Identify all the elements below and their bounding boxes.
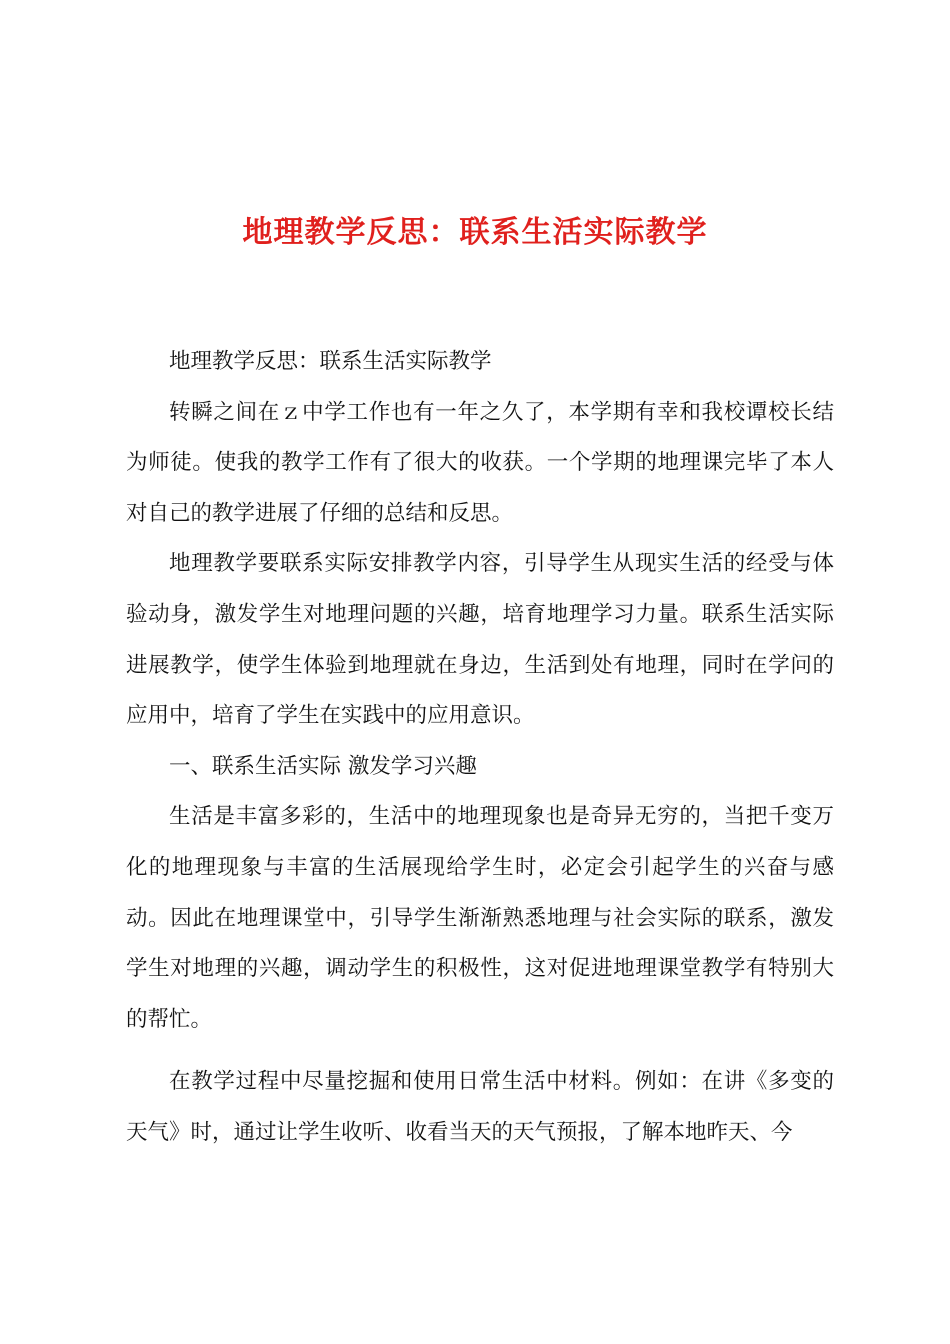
document-title: 地理教学反思：联系生活实际教学 — [242, 215, 708, 250]
paragraph-subtitle: 地理教学反思：联系生活实际教学 — [169, 349, 492, 374]
paragraph-example: 在教学过程中尽量挖掘和使用日常生活中材料。例如：在讲《多变的天气》时，通过让学生收听、收看当天的天气预报，了解本地昨天、今 — [126, 1069, 834, 1145]
paragraph-principle: 地理教学要联系实际安排教学内容，引导学生从现实生活的经受与体验动身，激发学生对地理问题的兴趣，培育地理学习力量。联系生活实际进展教学，使学生体验到地理就在身边，生活到处有地理，同时在学问的应用中，培育了学生在实践中的应用意识。 — [126, 551, 834, 729]
paragraph-intro: 转瞬之间在ｚ中学工作也有一年之久了，本学期有幸和我校谭校长结为师徒。使我的教学工作有了很大的收获。一个学期的地理课完毕了本人对自己的教学进展了仔细的总结和反思。 — [126, 399, 834, 526]
document-body — [126, 337, 834, 1159]
paragraph-interest: 生活是丰富多彩的，生活中的地理现象也是奇异无穷的，当把千变万化的地理现象与丰富的生活展现给学生时，必定会引起学生的兴奋与感动。因此在地理课堂中，引导学生渐渐熟悉地理与社会实际的联系，激发学生对地理的兴趣，调动学生的积极性，这对促进地理课堂教学有特别大的帮忙。 — [126, 804, 834, 1032]
section-heading-1: 一、联系生活实际 激发学习兴趣 — [169, 753, 477, 779]
